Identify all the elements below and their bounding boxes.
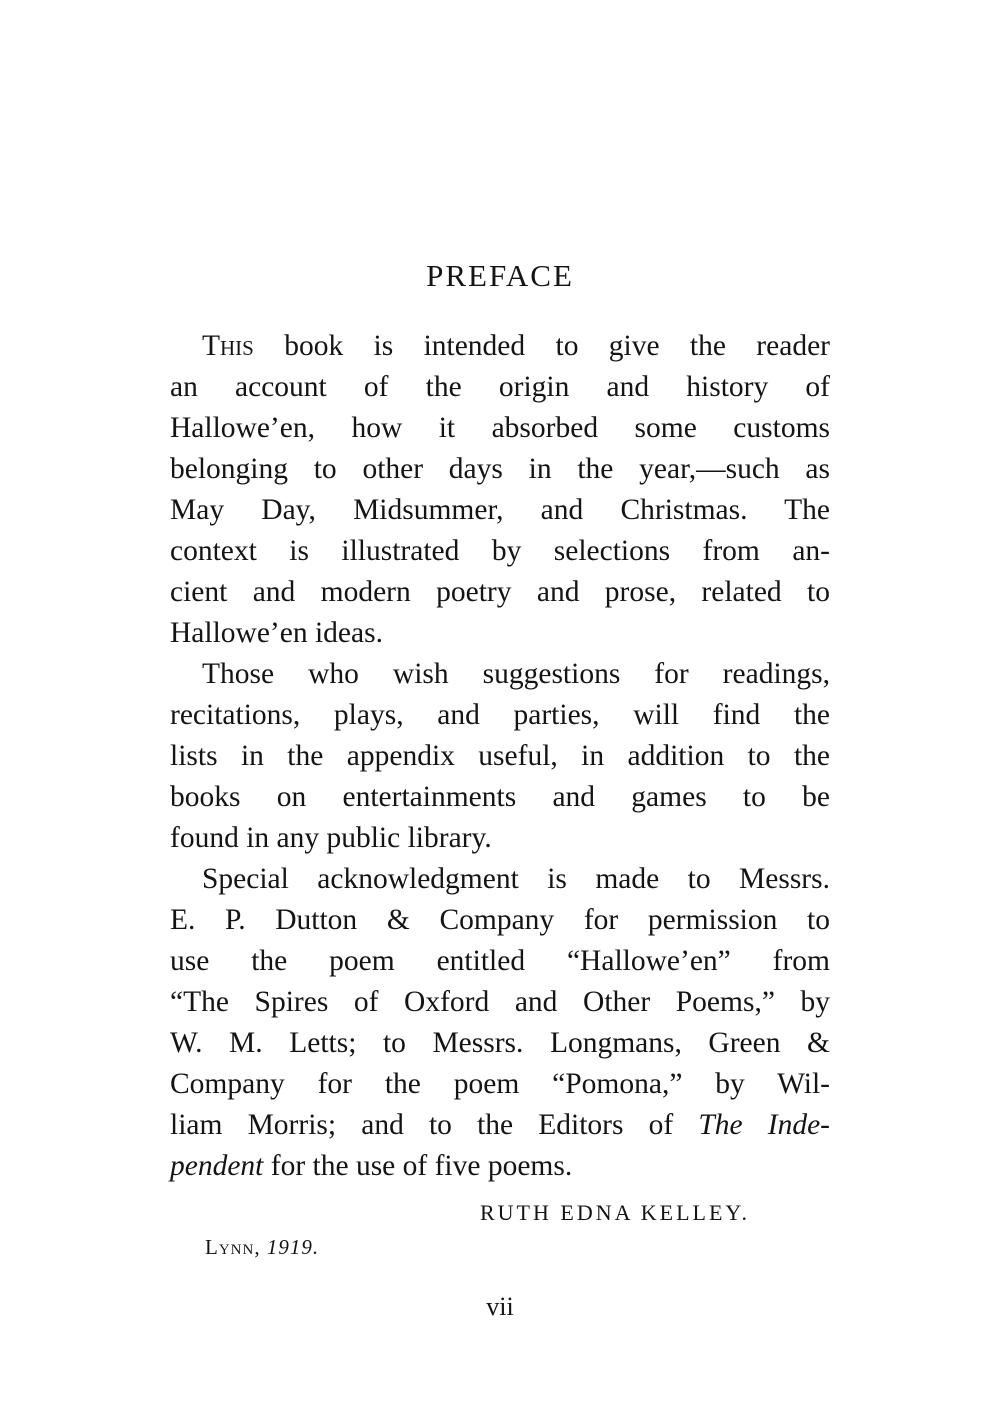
text-line: This book is intended to give the reader <box>202 330 830 362</box>
text-line: liam Morris; and to the Editors of The Inde- <box>170 1109 830 1141</box>
text-line: cient and modern poetry and prose, related to <box>170 576 830 608</box>
page-title: PREFACE <box>426 258 574 293</box>
drop-word: This <box>202 330 254 362</box>
preface-body <box>170 326 830 1187</box>
place-date <box>205 1235 319 1260</box>
paragraph-3 <box>170 859 830 1187</box>
text-line: recitations, plays, and parties, will find the <box>170 699 830 731</box>
text-line: lists in the appendix useful, in addition to the <box>170 740 830 772</box>
text-line: W. M. Letts; to Messrs. Longmans, Green & <box>170 1027 830 1059</box>
paragraph-2 <box>170 654 830 859</box>
text-line: E. P. Dutton & Company for permission to <box>170 904 830 936</box>
text-line: an account of the origin and history of <box>170 371 830 403</box>
text-line: Hallowe’en, how it absorbed some customs <box>170 412 830 444</box>
text-line: Special acknowledgment is made to Messrs. <box>202 863 830 895</box>
text-line: Company for the poem “Pomona,” by Wil- <box>170 1068 830 1100</box>
text-line: “The Spires of Oxford and Other Poems,” by <box>170 986 830 1018</box>
place: Lynn, <box>205 1235 261 1259</box>
page-number: vii <box>486 1292 514 1321</box>
text-line: use the poem entitled “Hallowe’en” from <box>170 945 830 977</box>
year: 1919. <box>266 1235 320 1259</box>
text-line: books on entertainments and games to be <box>170 781 830 813</box>
text-line: context is illustrated by selections from an- <box>170 535 830 567</box>
author-signature: RUTH EDNA KELLEY. <box>480 1200 750 1225</box>
text-line: May Day, Midsummer, and Christmas. The <box>170 494 830 526</box>
italic-title: pendent <box>170 1150 264 1182</box>
italic-title: The Inde- <box>698 1109 830 1141</box>
text-line: Those who wish suggestions for readings, <box>202 658 830 690</box>
text-line: Hallowe’en ideas. <box>170 617 383 649</box>
paragraph-1 <box>170 326 830 654</box>
text-line: pendent for the use of five poems. <box>170 1150 573 1182</box>
text-line: belonging to other days in the year,—such as <box>170 453 830 485</box>
text-line: found in any public library. <box>170 822 492 854</box>
